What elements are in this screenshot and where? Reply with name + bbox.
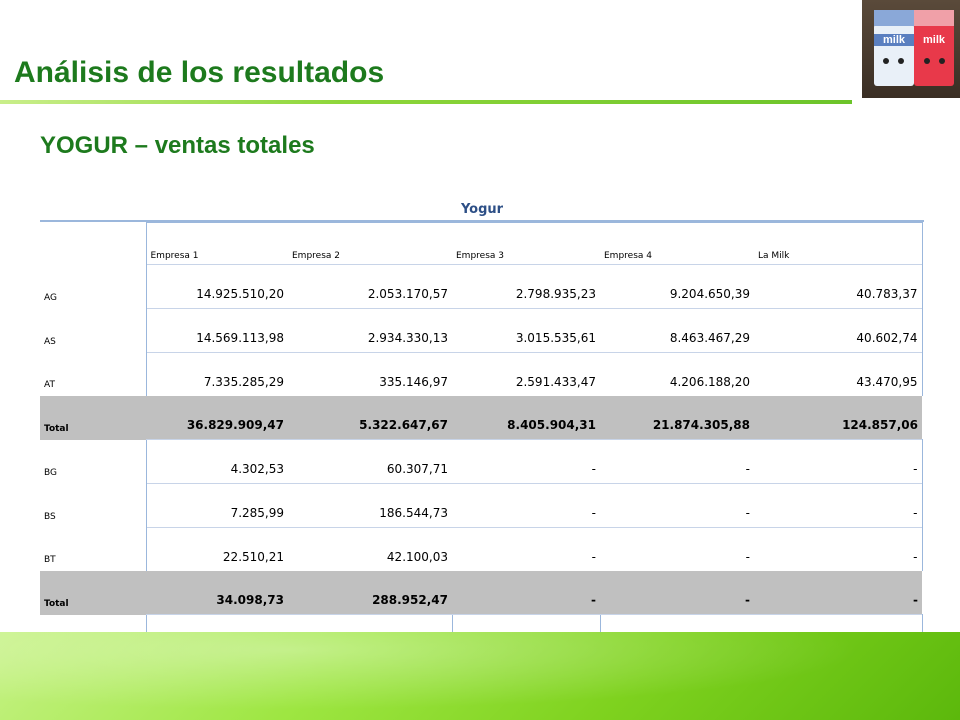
table-cell: 7.285,99 — [146, 484, 288, 528]
table-row — [40, 484, 922, 528]
table-total-row — [40, 396, 922, 440]
carton-left-label: milk — [874, 34, 914, 46]
milk-cartons-image — [862, 0, 960, 98]
page-title: Análisis de los resultados — [14, 56, 385, 89]
table-cell: 14.925.510,20 — [146, 265, 288, 309]
table-cell: 22.510,21 — [146, 528, 288, 572]
table-cell: - — [600, 528, 754, 572]
title-divider — [0, 100, 852, 104]
table-cell: - — [452, 571, 600, 615]
table-cell: - — [600, 484, 754, 528]
table-cell: - — [600, 440, 754, 484]
footer-decoration — [0, 632, 960, 720]
table-row — [40, 528, 922, 572]
table-cell: 5.322.647,67 — [288, 396, 452, 440]
milk-carton-blue — [874, 24, 914, 86]
row-label: BG — [44, 467, 57, 478]
table-cell: 3.015.535,61 — [452, 309, 600, 353]
table-row — [40, 353, 922, 397]
table-cell: 34.098,73 — [146, 571, 288, 615]
table-header-row — [40, 223, 922, 265]
carton-right-label: milk — [922, 34, 945, 46]
section-subtitle: YOGUR – ventas totales — [40, 132, 315, 159]
table-cell: - — [452, 484, 600, 528]
table-cell: 288.952,47 — [288, 571, 452, 615]
table-total-row — [40, 571, 922, 615]
table-cell: 2.591.433,47 — [452, 353, 600, 397]
row-label: BT — [44, 555, 56, 565]
table-row — [40, 309, 922, 353]
table-title: Yogur — [460, 202, 504, 217]
table-cell: 2.053.170,57 — [288, 265, 452, 309]
table-cell: - — [452, 528, 600, 572]
table-cell: - — [754, 484, 922, 528]
table-cell: - — [754, 528, 922, 572]
table-cell: - — [754, 440, 922, 484]
table-cell: 186.544,73 — [288, 484, 452, 528]
column-header: Empresa 4 — [600, 223, 754, 265]
table-cell: 8.405.904,31 — [452, 396, 600, 440]
row-label: Total — [40, 396, 146, 440]
table-cell: 335.146,97 — [288, 353, 452, 397]
table-cell: - — [600, 571, 754, 615]
table-cell: - — [452, 440, 600, 484]
row-label: AS — [44, 336, 56, 347]
table-cell: 7.335.285,29 — [146, 353, 288, 397]
table-cell: 8.463.467,29 — [600, 309, 754, 353]
table-cell: 4.302,53 — [146, 440, 288, 484]
table-cell: 40.783,37 — [754, 265, 922, 309]
table-cell: - — [754, 571, 922, 615]
table-cell: 36.829.909,47 — [146, 396, 288, 440]
column-header: Empresa 3 — [452, 223, 600, 265]
sales-table — [40, 222, 923, 701]
table-cell: 4.206.188,20 — [600, 353, 754, 397]
table-cell: 124.857,06 — [754, 396, 922, 440]
table-cell: 2.934.330,13 — [288, 309, 452, 353]
row-label: AG — [44, 292, 57, 303]
table-cell: 42.100,03 — [288, 528, 452, 572]
table-row — [40, 440, 922, 484]
table-cell: 21.874.305,88 — [600, 396, 754, 440]
table-row — [40, 265, 922, 309]
column-header: La Milk — [754, 223, 922, 265]
row-label: BS — [44, 511, 56, 522]
table-cell: 2.798.935,23 — [452, 265, 600, 309]
column-header: Empresa 2 — [288, 223, 452, 265]
row-label: Total — [40, 571, 146, 615]
table-cell: 9.204.650,39 — [600, 265, 754, 309]
milk-carton-red — [914, 24, 954, 86]
table-cell: 40.602,74 — [754, 309, 922, 353]
table-cell: 14.569.113,98 — [146, 309, 288, 353]
table-cell: 60.307,71 — [288, 440, 452, 484]
table-cell: 43.470,95 — [754, 353, 922, 397]
column-header: Empresa 1 — [146, 223, 288, 265]
header-corner-cell — [40, 223, 146, 265]
row-label: AT — [44, 380, 55, 390]
